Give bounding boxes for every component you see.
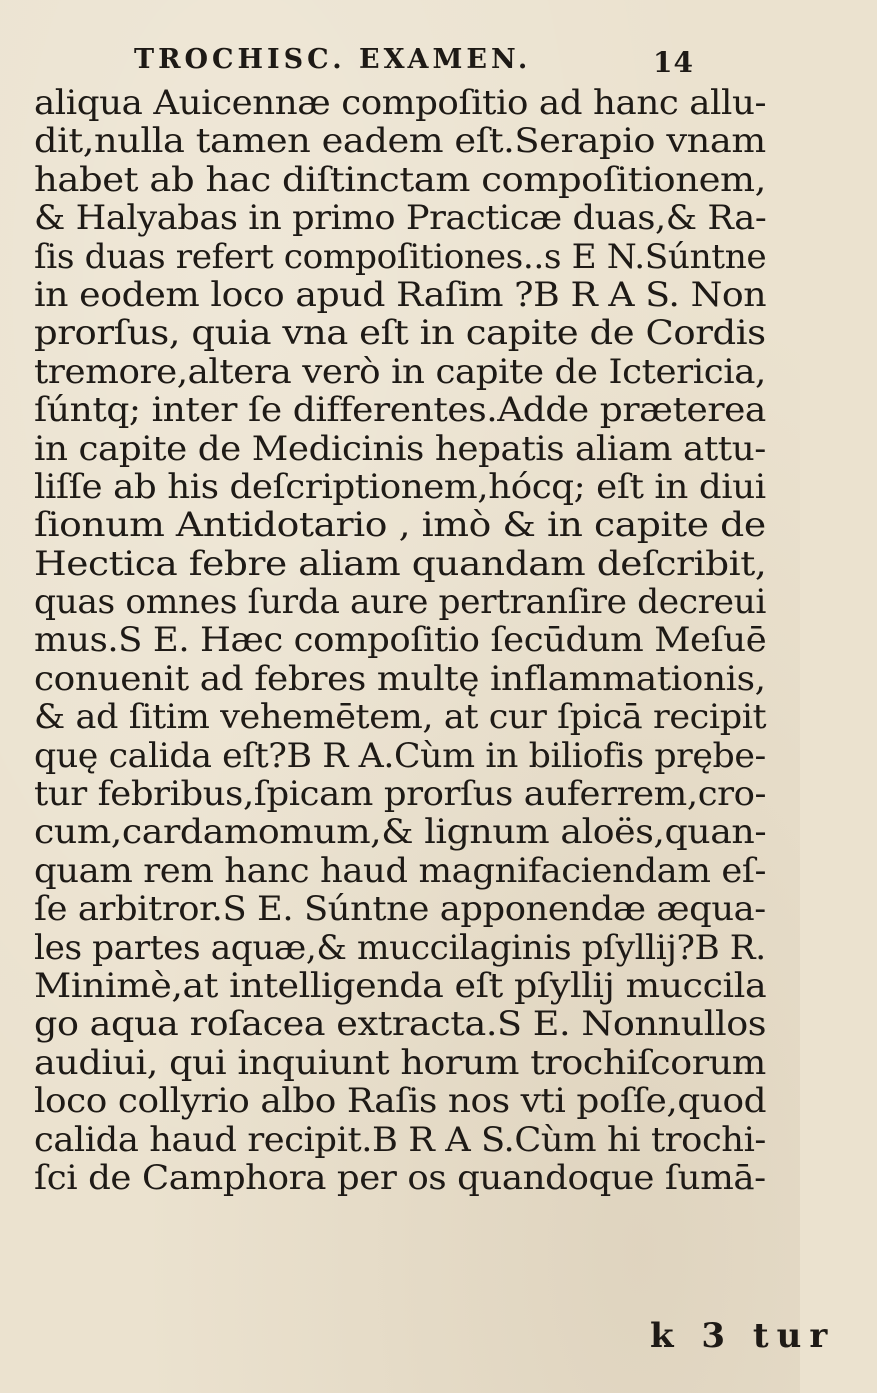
- text-line: Minimè,at intelligenda eſt pſyllij muccila: [34, 965, 767, 1006]
- running-header: [134, 44, 694, 84]
- text-line: Hectica febre aliam quandam deſcribit,: [34, 543, 767, 584]
- text-line: dit,nulla tamen eadem eſt.Serapio vnam: [34, 121, 766, 162]
- text-line: mus.S E. Hæc compoſitio ſecūdum Meſuē: [34, 620, 767, 661]
- text-line: ſúntq; inter ſe differentes.Adde præterea: [34, 390, 766, 431]
- text-line: ſe arbitror.S E. Súntne apponendæ æqua-: [34, 889, 766, 930]
- text-line: loco collyrio albo Raſis nos vti poſſe,quod: [34, 1081, 767, 1122]
- text-line: audiui, qui inquiunt horum trochiſcorum: [34, 1042, 766, 1083]
- text-line: ſis duas refert compoſitiones..s E N.Súntne: [34, 236, 767, 277]
- text-line: tremore,altera verò in capite de Ictericia,: [34, 351, 766, 392]
- text-line: quam rem hanc haud magnifaciendam eſ-: [34, 850, 767, 891]
- text-line: & ad ſitim vehemētem, at cur ſpicā recipit: [34, 697, 767, 738]
- text-line: tur febribus,ſpicam prorſus auferrem,cro-: [34, 774, 767, 815]
- running-title: TROCHISC. EXAMEN.: [134, 44, 532, 75]
- text-line: & Halyabas in primo Practicæ duas,& Ra-: [34, 198, 767, 239]
- text-line: in eodem loco apud Raſim ?B R A S. Non: [34, 274, 767, 315]
- text-line: ſionum Antidotario , imò & in capite de: [34, 505, 766, 546]
- signature-catchword: k 3 tur: [650, 1316, 836, 1356]
- text-line: go aqua roſacea extracta.S E. Nonnullos: [34, 1004, 767, 1045]
- text-line: aliqua Auicennæ compoſitio ad hanc allu-: [34, 83, 767, 123]
- text-line: in capite de Medicinis hepatis aliam attu-: [34, 428, 766, 469]
- text-line: quas omnes ſurda aure pertranſire decreui: [34, 582, 767, 623]
- text-line: prorſus, quia vna eſt in capite de Cordis: [34, 313, 766, 354]
- text-line: cum,cardamomum,& lignum aloës,quan-: [34, 812, 767, 853]
- text-line: liſſe ab his deſcriptionem,hócq; eſt in diui: [34, 466, 766, 507]
- body-text: [34, 84, 794, 1197]
- page-number: 14: [653, 46, 694, 79]
- text-line: conuenit ad febres multę inflammationis,: [34, 658, 766, 699]
- text-line: quę calida eſt?B R A.Cùm in biliofis prębe-: [34, 735, 766, 776]
- text-line: calida haud recipit.B R A S.Cùm hi trochi-: [34, 1119, 766, 1160]
- text-line: habet ab hac diſtinctam compoſitionem,: [34, 159, 766, 200]
- text-line: ſci de Camphora per os quandoque ſumā-: [34, 1157, 766, 1198]
- text-line: les partes aquæ,& muccilaginis pſyllij?B R.: [34, 927, 766, 968]
